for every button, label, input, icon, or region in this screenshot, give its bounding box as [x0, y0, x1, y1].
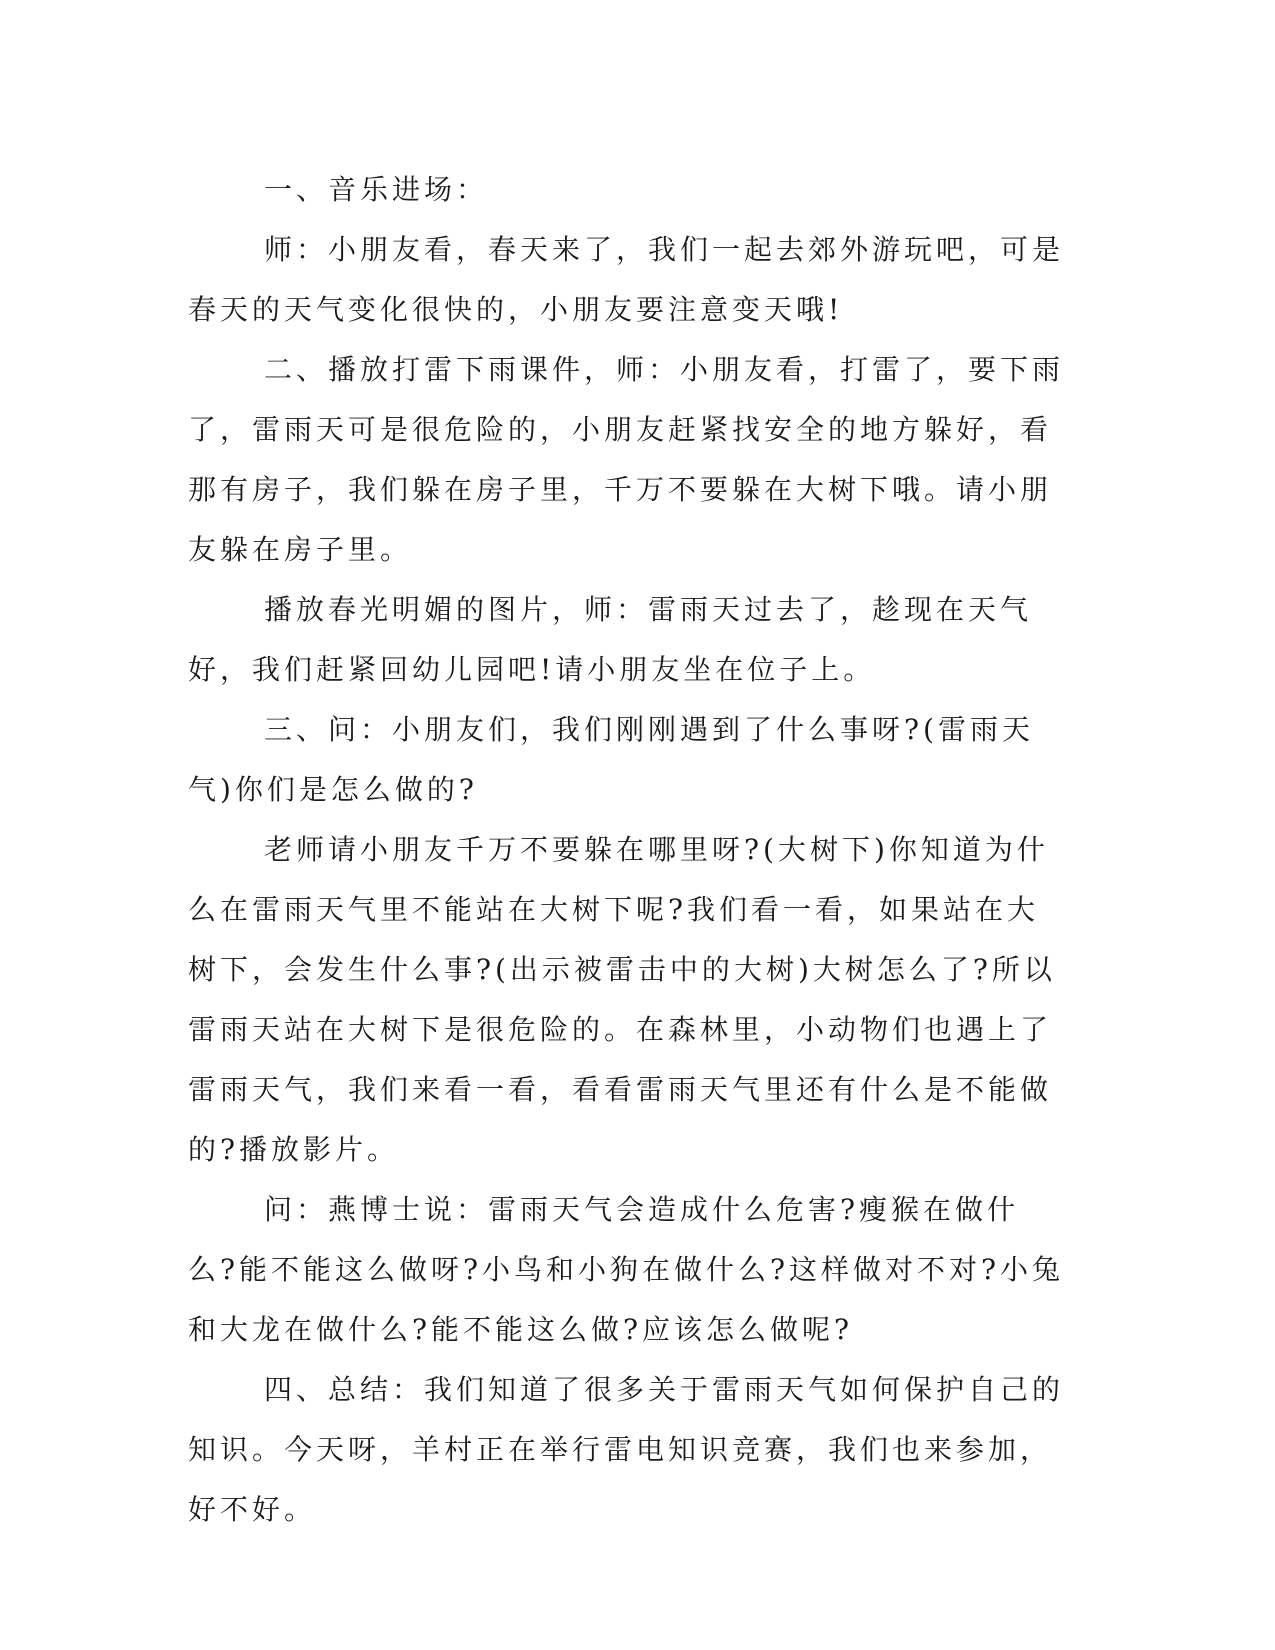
paragraph-3: 二、播放打雷下雨课件，师：小朋友看，打雷了，要下雨了，雷雨天可是很危险的，小朋友赶紧找安全的地方躲好，看那有房子，我们躲在房子里，千万不要躲在大树下哦。请小朋友躲在房子里。 [188, 353, 1065, 566]
paragraph-7: 问：燕博士说：雷雨天气会造成什么危害?瘦猴在做什么?能不能这么做呀?小鸟和小狗在做什么?这样做对不对?小兔和大龙在做什么?能不能这么做?应该怎么做呢? [188, 1193, 1065, 1346]
paragraph-5: 三、问：小朋友们，我们刚刚遇到了什么事呀?(雷雨天气)你们是怎么做的? [188, 713, 1034, 806]
paragraph-8: 四、总结：我们知道了很多关于雷雨天气如何保护自己的知识。今天呀，羊村正在举行雷电知识竞赛，我们也来参加，好不好。 [188, 1373, 1065, 1526]
paragraph-2: 师：小朋友看，春天来了，我们一起去郊外游玩吧，可是春天的天气变化很快的，小朋友要注意变天哦! [188, 233, 1065, 326]
paragraph-4: 播放春光明媚的图片，师：雷雨天过去了，趁现在天气好，我们赶紧回幼儿园吧!请小朋友坐在位子上。 [188, 593, 1033, 686]
paragraph-1: 一、音乐进场： [264, 173, 489, 206]
document-body [188, 160, 1068, 1540]
paragraph-6: 老师请小朋友千万不要躲在哪里呀?(大树下)你知道为什么在雷雨天气里不能站在大树下呢?我们看一看，如果站在大树下，会发生什么事?(出示被雷击中的大树)大树怎么了?所以雷雨天站在大树下是很危险的。在森林里，小动物们也遇上了雷雨天气，我们来看一看，看看雷雨天气里还有什么是不能做的?播放影片。 [188, 833, 1056, 1166]
